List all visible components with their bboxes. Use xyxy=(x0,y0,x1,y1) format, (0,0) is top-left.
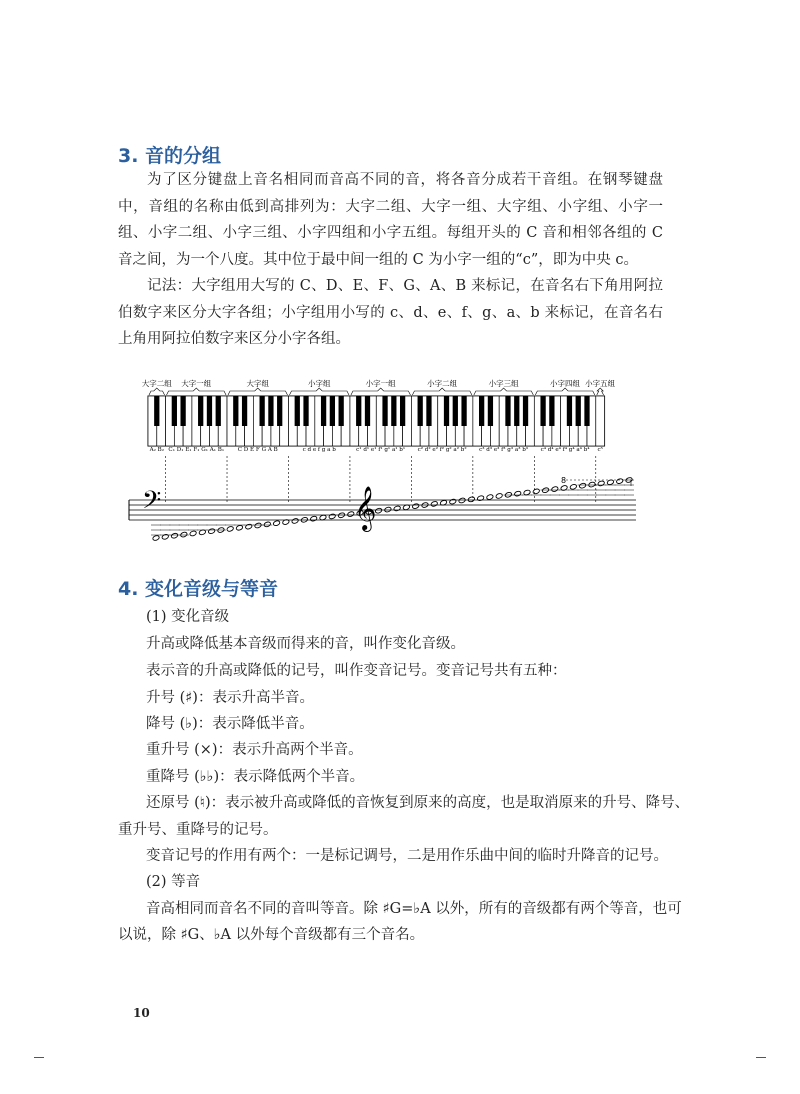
group-bracket xyxy=(149,388,165,395)
whole-note xyxy=(254,522,262,528)
crop-mark-left xyxy=(34,1057,44,1058)
note-name-labels xyxy=(149,446,604,453)
whole-note xyxy=(616,478,624,484)
group-bracket xyxy=(228,388,287,395)
black-key xyxy=(233,396,238,426)
black-key xyxy=(391,396,396,426)
black-key xyxy=(567,396,572,426)
black-key xyxy=(216,396,221,426)
ottava-mark: 8 xyxy=(561,476,567,485)
whole-note xyxy=(161,534,169,540)
whole-note xyxy=(208,528,216,534)
black-key xyxy=(514,396,519,426)
group-bracket xyxy=(289,388,348,395)
group-label: 小字组 xyxy=(307,379,331,388)
whole-note xyxy=(532,488,540,494)
black-key xyxy=(268,396,273,426)
black-key xyxy=(303,396,308,426)
group-label: 小字一组 xyxy=(365,379,396,388)
text-natural-cont: 重升号、重降号的记号。 xyxy=(118,822,278,838)
black-key xyxy=(260,396,265,426)
black-key xyxy=(453,396,458,426)
group-label: 小字五组 xyxy=(585,379,616,388)
black-key xyxy=(330,396,335,426)
paragraph-notation: 记法：大字组用大写的 C、D、E、F、G、A、B 来标记，在音名右下角用阿拉伯数字来区分大字各组；小字组用小写的 c、d、e、f、g、a、b 来标记，在音名右上角用阿拉伯数字来区分小字各组。 xyxy=(118,278,663,347)
text-double-flat: 重降号 (♭♭)：表示降低两个半音。 xyxy=(146,769,365,785)
black-key xyxy=(198,396,203,426)
black-key xyxy=(295,396,300,426)
whole-note xyxy=(328,513,336,519)
text-line: 升高或降低基本音级而得来的音，叫作变化音级。 xyxy=(146,636,465,652)
whole-note xyxy=(236,525,244,531)
whole-note xyxy=(430,501,438,507)
whole-note xyxy=(495,493,503,499)
grand-staff xyxy=(129,500,636,520)
whole-note xyxy=(310,515,318,521)
black-key xyxy=(180,396,185,426)
group-bracket xyxy=(597,388,604,395)
whole-note xyxy=(171,533,179,539)
whole-note xyxy=(449,498,457,504)
text-double-sharp: 重升号 (×)：表示升高两个半音。 xyxy=(146,742,363,758)
note-label: c⁴ d⁴ e⁴ f⁴ g⁴ a⁴ b⁴ xyxy=(540,447,590,453)
whole-note xyxy=(189,530,197,536)
black-key xyxy=(461,396,466,426)
group-bracket xyxy=(412,388,471,395)
group-label: 大字组 xyxy=(246,379,269,388)
whole-note xyxy=(514,490,522,496)
whole-note xyxy=(226,526,234,532)
black-key xyxy=(576,396,581,426)
staff-notes xyxy=(151,477,634,541)
whole-note xyxy=(597,480,605,486)
whole-note xyxy=(291,518,299,524)
bass-clef-icon: 𝄢 xyxy=(142,486,162,521)
black-key xyxy=(207,396,212,426)
whole-note xyxy=(523,489,531,495)
keyboard-staff-figure xyxy=(124,376,644,542)
black-key xyxy=(488,396,493,426)
group-label: 小字三组 xyxy=(488,379,519,388)
note-label: c¹ d¹ e¹ f¹ g¹ a¹ b¹ xyxy=(356,447,406,453)
note-label: C D E F G A B xyxy=(237,447,278,453)
whole-note xyxy=(180,531,188,537)
note-label: c² d² e² f² g² a² b² xyxy=(417,447,467,453)
whole-note xyxy=(384,506,392,512)
black-key xyxy=(154,396,159,426)
black-key xyxy=(418,396,423,426)
page-number: 10 xyxy=(133,1006,150,1020)
black-key xyxy=(549,396,554,426)
subheading-altered-notes: (1) 变化音级 xyxy=(146,609,230,625)
whole-note xyxy=(467,496,475,502)
group-bracket xyxy=(535,388,594,395)
black-key xyxy=(356,396,361,426)
text-enharmonic-cont: 以说，除 ♯G、♭A 以外每个音级都有三个音名。 xyxy=(118,927,425,943)
whole-note xyxy=(477,495,485,501)
text-line: 表示音的升高或降低的记号，叫作变音记号。变音记号共有五种： xyxy=(146,663,567,679)
whole-note xyxy=(458,497,466,503)
whole-note xyxy=(588,481,596,487)
whole-note xyxy=(486,494,494,500)
note-label: c⁵ xyxy=(597,447,603,453)
whole-note xyxy=(273,520,281,526)
group-label: 小字二组 xyxy=(427,379,458,388)
black-key xyxy=(505,396,510,426)
group-bracket xyxy=(351,388,410,395)
section-3-heading: 3. 音的分组 xyxy=(118,145,222,167)
group-labels xyxy=(142,378,616,388)
text-flat: 降号 (♭)：表示降低半音。 xyxy=(146,716,314,732)
group-label: 小字四组 xyxy=(550,379,581,388)
whole-note xyxy=(152,535,160,541)
group-label: 大字一组 xyxy=(181,379,212,388)
text-line: 变音记号的作用有两个：一是标记调号，二是用作乐曲中间的临时升降音的记号。 xyxy=(146,848,668,864)
paragraph-grouping: 为了区分键盘上音名相同而音高不同的音，将各音分成若干音组。在钢琴键盘中，音组的名称由低到高排列为：大字二组、大字一组、大字组、小字组、小字一组、小字二组、小字三组、小字四组和小字五组。每组开头的 C 音和相邻各组的 C 音之间，为一个八度。其中位于最中间一组的 C 为小字一组的“c”，即为中央 c。 xyxy=(118,172,663,268)
black-key xyxy=(426,396,431,426)
text-sharp: 升号 (♯)：表示升高半音。 xyxy=(146,690,314,706)
black-key xyxy=(277,396,282,426)
treble-clef-icon: 𝄞 xyxy=(354,486,377,530)
black-key xyxy=(444,396,449,426)
whole-note xyxy=(569,484,577,490)
black-key xyxy=(540,396,545,426)
piano-keyboard xyxy=(148,396,605,446)
note-label: c d e f g a b xyxy=(302,447,336,453)
black-key xyxy=(584,396,589,426)
whole-note xyxy=(579,482,587,488)
crop-mark-right xyxy=(756,1057,766,1058)
black-key xyxy=(172,396,177,426)
whole-note xyxy=(245,523,253,529)
text-enharmonic: 音高相同而音名不同的音叫等音。除 ♯G=♭A 以外，所有的音级都有两个等音，也可 xyxy=(146,901,682,917)
group-bracket xyxy=(167,388,226,395)
whole-note xyxy=(263,521,271,527)
black-key xyxy=(242,396,247,426)
whole-note xyxy=(412,503,420,509)
black-key xyxy=(339,396,344,426)
black-key xyxy=(365,396,370,426)
white-key xyxy=(596,396,605,446)
group-divider-lines xyxy=(166,456,596,504)
black-key xyxy=(479,396,484,426)
black-key xyxy=(523,396,528,426)
black-key xyxy=(382,396,387,426)
note-label: C₁ D₁ E₁ F₁ G₁ A₁ B₁ xyxy=(168,447,225,453)
subheading-enharmonic: (2) 等音 xyxy=(146,874,201,890)
black-key xyxy=(321,396,326,426)
text-natural: 还原号 (♮)：表示被升高或降低的音恢复到原来的高度，也是取消原来的升号、降号、 xyxy=(146,795,690,811)
note-label: c³ d³ e³ f³ g³ a³ b³ xyxy=(479,447,529,453)
group-label: 大字二组 xyxy=(141,379,172,388)
whole-note xyxy=(551,486,559,492)
note-label: A₂ B₂ xyxy=(149,447,164,453)
black-key xyxy=(400,396,405,426)
group-bracket xyxy=(474,388,533,395)
whole-note xyxy=(393,505,401,511)
group-brackets xyxy=(149,388,604,395)
section-4-heading: 4. 变化音级与等音 xyxy=(118,578,279,600)
